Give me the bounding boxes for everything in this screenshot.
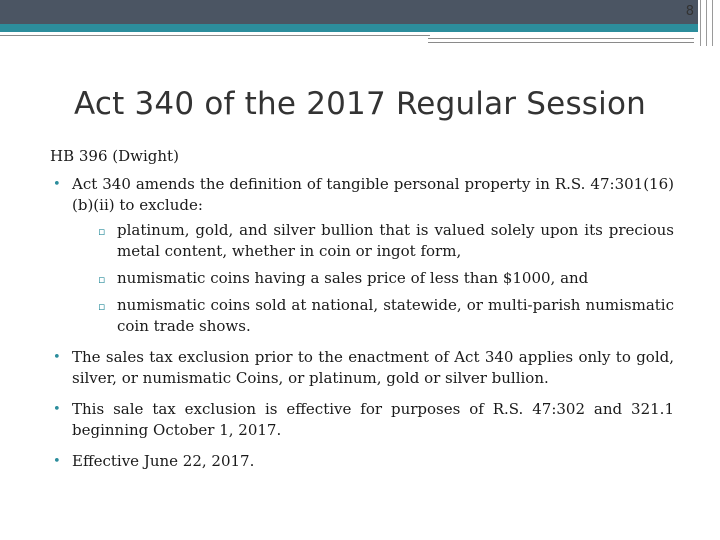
header-rule xyxy=(0,35,430,36)
sub-bullet-icon: ▫ xyxy=(98,225,106,238)
sub-bullet-icon: ▫ xyxy=(98,300,106,313)
sub-bullet-item xyxy=(72,268,674,289)
bullet-text: This sale tax exclusion is effective for purposes of R.S. 47:302 and 321.1 beginning October 1, 2017. xyxy=(72,400,674,439)
header-rule xyxy=(428,42,694,43)
bullet-item xyxy=(50,399,674,441)
slide-subtitle: HB 396 (Dwight) xyxy=(50,147,179,165)
header-rule xyxy=(428,38,694,39)
header-accent-bar xyxy=(0,24,698,32)
slide-title: Act 340 of the 2017 Regular Session xyxy=(74,86,646,122)
header-bar xyxy=(0,0,698,24)
bullet-icon: • xyxy=(53,177,61,192)
bullet-icon: • xyxy=(53,350,61,365)
bullet-item xyxy=(50,174,674,337)
bullet-item xyxy=(50,451,674,472)
sub-bullet-list xyxy=(72,220,674,337)
bullet-list xyxy=(50,174,674,482)
bullet-text: Effective June 22, 2017. xyxy=(72,452,255,470)
bullet-item xyxy=(50,347,674,389)
sub-bullet-text: platinum, gold, and silver bullion that is valued solely upon its precious metal content, whether in coin or ingot form, xyxy=(117,221,674,260)
header-vertical-rule xyxy=(706,0,707,46)
bullet-text: Act 340 amends the definition of tangible personal property in R.S. 47:301(16)(b)(ii) to exclude: xyxy=(72,175,674,214)
header-vertical-rule xyxy=(700,0,701,46)
slide-number: 8 xyxy=(685,4,694,19)
header-vertical-rule xyxy=(712,0,713,46)
sub-bullet-item xyxy=(72,295,674,337)
sub-bullet-icon: ▫ xyxy=(98,273,106,286)
bullet-icon: • xyxy=(53,402,61,417)
sub-bullet-text: numismatic coins having a sales price of less than $1000, and xyxy=(117,269,589,287)
sub-bullet-item xyxy=(72,220,674,262)
bullet-text: The sales tax exclusion prior to the enactment of Act 340 applies only to gold, silver, or numismatic Coins, or platinum, gold or silver bullion. xyxy=(72,348,674,387)
sub-bullet-text: numismatic coins sold at national, statewide, or multi-parish numismatic coin trade shows. xyxy=(117,296,674,335)
bullet-icon: • xyxy=(53,454,61,469)
